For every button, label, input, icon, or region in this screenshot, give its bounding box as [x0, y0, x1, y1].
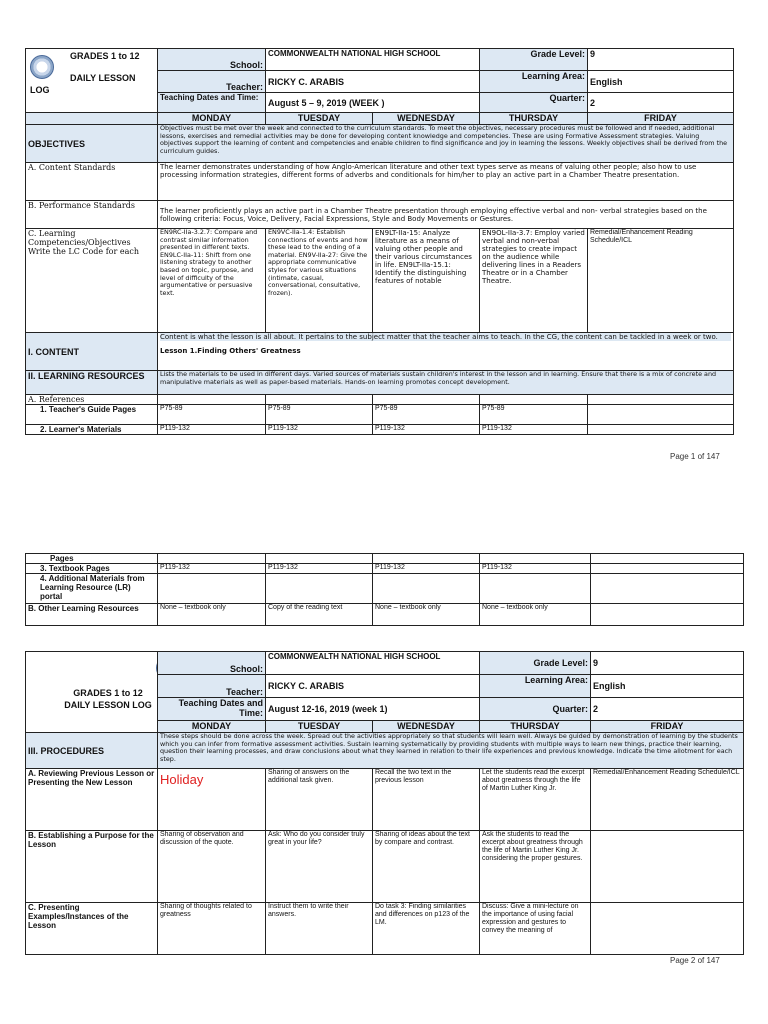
- additional-materials-label: 4. Additional Materials from Learning Resource (LR) portal: [26, 574, 158, 604]
- proc-row-b-friday: [591, 831, 744, 903]
- dll2-title-line1: GRADES 1 to 12: [73, 688, 143, 698]
- proc-row-a-monday: [158, 769, 266, 831]
- grade-value: 9: [588, 49, 734, 71]
- dll-table-page2: [25, 651, 744, 955]
- procedures-text: These steps should be done across the week. Spread out the activities appropriately so that students will learn well. Always be guided by demonstration of learning by the students which you can infer from formative assessment activities. Sustain learning systematically by providing students with multiple ways to learn new things, practice their learning, question their learning processes, and draw conclusions about what they learned in relation to their life experiences and previous knowledge. Indicate the time allotment for each step.: [158, 733, 744, 769]
- dates-label-2: Teaching Dates and Time:: [158, 697, 266, 720]
- page-footer-1: Page 1 of 147: [670, 452, 720, 461]
- proc-row-a-wednesday: Recall the two text in the previous lesson: [373, 769, 480, 831]
- dll-title-block: [26, 49, 158, 113]
- proc-row-c-monday: Sharing of thoughts related to greatness: [158, 903, 266, 955]
- tb-tuesday: P119-132: [266, 564, 373, 574]
- tb-wednesday: P119-132: [373, 564, 480, 574]
- objectives-text: Objectives must be met over the week and connected to the curriculum standards. To meet the objectives, necessary procedures must be followed and if needed, additional lessons, exercises and remedial activities may be done for developing content knowledge and competencies. These are using Formative Assessment strategies. Valuing objectives support the learning of content and competencies and enable children to find significance and joy in learning the lessons. Weekly objectives shall be derived from the curriculum guides.: [158, 125, 734, 163]
- proc-row-a-tuesday: Sharing of answers on the additional task given.: [266, 769, 373, 831]
- day2-thursday: THURSDAY: [480, 720, 591, 732]
- proc-row-b-monday: Sharing of observation and discussion of the quote.: [158, 831, 266, 903]
- dates-value: August 5 – 9, 2019 (WEEK ): [266, 93, 480, 113]
- competencies-label-cell: [26, 229, 158, 333]
- tb-friday: [591, 564, 744, 574]
- grade-value-2: 9: [591, 652, 744, 675]
- area-label-2: Learning Area:: [480, 674, 591, 697]
- dll2-title-line2: DAILY LESSON LOG: [64, 700, 152, 710]
- references-label: A. References: [26, 395, 158, 405]
- lm-friday: [588, 425, 734, 435]
- lm-thursday: P119-132: [480, 425, 588, 435]
- day-thursday: THURSDAY: [480, 113, 588, 125]
- dates-label: Teaching Dates and Time:: [158, 93, 266, 113]
- proc-row-c-tuesday: Instruct them to write their answers.: [266, 903, 373, 955]
- teacher-label-2: Teacher:: [158, 674, 266, 697]
- other-wednesday: None – textbook only: [373, 604, 480, 626]
- area-value: English: [588, 71, 734, 93]
- resources-label: II. LEARNING RESOURCES: [26, 371, 158, 395]
- dll2-title-block: [26, 652, 158, 733]
- tg-tuesday: P75-89: [266, 405, 373, 425]
- proc-row-c-label: C. Presenting Examples/Instances of the Lesson: [26, 903, 158, 955]
- day2-wednesday: WEDNESDAY: [373, 720, 480, 732]
- area-label: Learning Area:: [480, 71, 588, 93]
- grade-label-2: Grade Level:: [480, 652, 591, 675]
- grade-label: Grade Level:: [480, 49, 588, 71]
- performance-standards-text: The learner proficiently plays an active part in a Chamber Theatre presentation through employing effective verbal and non- verbal strategies based on the following criteria: Focus, Voice, Delivery, Facial Expressions, Style and Body Movements or Gestures.: [158, 201, 734, 229]
- proc-row-a-label: A. Reviewing Previous Lesson or Presenting the New Lesson: [26, 769, 158, 831]
- day-monday: MONDAY: [158, 113, 266, 125]
- proc-row-c-friday: [591, 903, 744, 955]
- proc-row-a-thursday: Let the students read the excerpt about greatness through the life of Martin Luther King Jr.: [480, 769, 591, 831]
- teacher-label: Teacher:: [158, 71, 266, 93]
- tb-monday: P119-132: [158, 564, 266, 574]
- content-note: Content is what the lesson is all about. It pertains to the subject matter that the teacher aims to teach. In the CG, the content can be tackled in a week or two.: [160, 333, 731, 341]
- competency-thursday: EN9OL-IIa-3.7: Employ varied verbal and non-verbal strategies to create impact on the audience while delivering lines in a Readers Theatre or in a Chamber Theatre.: [480, 229, 588, 333]
- other-tuesday: Copy of the reading text: [266, 604, 373, 626]
- tg-thursday: P75-89: [480, 405, 588, 425]
- proc-row-a-friday: Remedial/Enhancement Reading Schedule/ICL: [591, 769, 744, 831]
- dll-table-page1: [25, 48, 734, 435]
- dates-value-2: August 12-16, 2019 (week 1): [266, 697, 480, 720]
- proc-row-b-thursday: Ask the students to read the excerpt about greatness through the life of Martin Luther King Jr. considering the proper gestures.: [480, 831, 591, 903]
- content-label: I. CONTENT: [26, 333, 158, 371]
- textbook-pages-label: 3. Textbook Pages: [26, 564, 158, 574]
- tg-wednesday: P75-89: [373, 405, 480, 425]
- day2-friday: FRIDAY: [591, 720, 744, 732]
- tg-monday: P75-89: [158, 405, 266, 425]
- lm-wednesday: P119-132: [373, 425, 480, 435]
- area-value-2: English: [591, 674, 744, 697]
- proc-row-b-label: B. Establishing a Purpose for the Lesson: [26, 831, 158, 903]
- competency-wednesday: EN9LT-IIa-15: Analyze literature as a means of valuing other people and their various circumstances in life. EN9LT-IIa-15.1: Identify the distinguishing features of notable: [373, 229, 480, 333]
- other-resources-label: B. Other Learning Resources: [26, 604, 158, 626]
- competencies-sublabel: Write the LC Code for each: [28, 247, 139, 256]
- day2-tuesday: TUESDAY: [266, 720, 373, 732]
- dll-title-line2: DAILY LESSON: [70, 73, 136, 83]
- proc-row-b-wednesday: Sharing of ideas about the text by compare and contrast.: [373, 831, 480, 903]
- proc-row-c-thursday: Discuss: Give a mini-lecture on the importance of using facial expression and gestures to convey the meaning of: [480, 903, 591, 955]
- content-standards-label: A. Content Standards: [26, 163, 158, 201]
- competencies-label: C. Learning Competencies/Objectives: [28, 229, 131, 247]
- day-friday: FRIDAY: [588, 113, 734, 125]
- competency-friday: Remedial/Enhancement Reading Schedule/ICL: [588, 229, 734, 333]
- content-lesson: Lesson 1.Finding Others' Greatness: [160, 347, 301, 355]
- pages-label: Pages: [26, 554, 158, 564]
- day2-monday: MONDAY: [158, 720, 266, 732]
- resources-text: Lists the materials to be used in different days. Varied sources of materials sustain children's interest in the lesson and in learning. Ensure that there is a mix of concrete and manipulative materials as well as paper-based materials. Hands-on learning promotes concept development.: [158, 371, 734, 395]
- dll-title-line3: LOG: [30, 85, 50, 95]
- proc-row-c-wednesday: Do task 3: Finding similarities and differences on p123 of the LM.: [373, 903, 480, 955]
- school-label: School:: [158, 49, 266, 71]
- quarter-value-2: 2: [591, 697, 744, 720]
- page-footer-2: Page 2 of 147: [670, 956, 720, 965]
- learners-materials-label: 2. Learner's Materials: [26, 425, 158, 435]
- procedures-label: III. PROCEDURES: [26, 733, 158, 769]
- content-standards-text: The learner demonstrates understanding of how Anglo-American literature and other text types serve as means of valuing other people; also how to use processing information strategies, different forms of adverbs and conditionals for him/her to play an active part in a Chamber Theatre presentation.: [158, 163, 734, 201]
- competency-monday: EN9RC-IIa-3.2.7: Compare and contrast similar information presented in different texts. EN9LC-IIa-11: Shift from one listening strategy to another based on topic, purpose, and level of difficulty of the argumentative or persuasive text.: [158, 229, 266, 333]
- teachers-guide-label: 1. Teacher's Guide Pages: [26, 405, 158, 425]
- school-value: COMMONWEALTH NATIONAL HIGH SCHOOL: [266, 49, 480, 71]
- tb-thursday: P119-132: [480, 564, 591, 574]
- day-tuesday: TUESDAY: [266, 113, 373, 125]
- competency-tuesday: EN9VC-IIa-1.4: Establish connections of events and how these lead to the ending of a material. EN9V-IIa-27: Give the appropriate communicative styles for various situations (intimate, casual, conversational, consultative, frozen).: [266, 229, 373, 333]
- teacher-value-2: RICKY C. ARABIS: [266, 674, 480, 697]
- other-friday: [591, 604, 744, 626]
- dll-title-line1: GRADES 1 to 12: [70, 51, 140, 61]
- other-thursday: None – textbook only: [480, 604, 591, 626]
- proc-row-b-tuesday: Ask: Who do you consider truly great in your life?: [266, 831, 373, 903]
- content-cell: [158, 333, 734, 371]
- school-value-2: COMMONWEALTH NATIONAL HIGH SCHOOL: [266, 652, 480, 675]
- holiday-label: Holiday: [160, 772, 204, 787]
- lm-tuesday: P119-132: [266, 425, 373, 435]
- objectives-label: OBJECTIVES: [26, 125, 158, 163]
- quarter-label-2: Quarter:: [480, 697, 591, 720]
- school-label-2: School:: [158, 652, 266, 675]
- dll-table-page1-continued: [25, 553, 744, 626]
- teacher-value: RICKY C. ARABIS: [266, 71, 480, 93]
- deped-seal-icon: [30, 55, 54, 79]
- other-monday: None – textbook only: [158, 604, 266, 626]
- quarter-value: 2: [588, 93, 734, 113]
- lm-monday: P119-132: [158, 425, 266, 435]
- performance-standards-label: B. Performance Standards: [26, 201, 158, 229]
- tg-friday: [588, 405, 734, 425]
- quarter-label: Quarter:: [480, 93, 588, 113]
- day-wednesday: WEDNESDAY: [373, 113, 480, 125]
